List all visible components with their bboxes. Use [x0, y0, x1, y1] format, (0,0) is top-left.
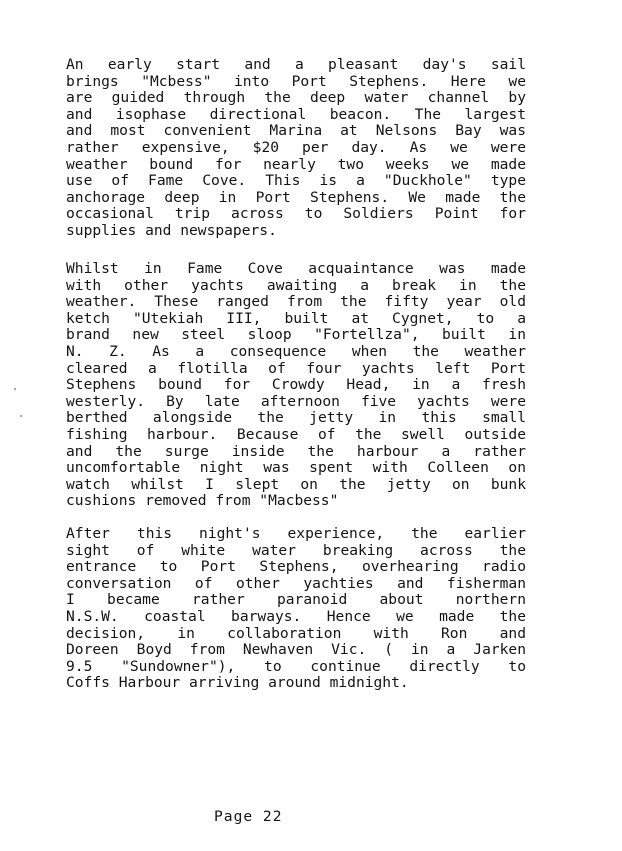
- text-line: anchorage deep in Port Stephens. We made the: [66, 188, 526, 206]
- text-line: rather expensive, $20 per day. As we were: [66, 138, 526, 156]
- text-line: brand new steel sloop "Fortellza", built in: [66, 326, 526, 344]
- text-line: Stephens bound for Crowdy Head, in a fresh: [66, 376, 526, 394]
- text-line: N.S.W. coastal barways. Hence we made the: [66, 607, 526, 625]
- text-line: watch whilst I slept on the jetty on bunk: [66, 475, 526, 493]
- text-line: conversation of other yachties and fisherman: [66, 574, 526, 592]
- text-line: cushions removed from "Macbess": [66, 492, 339, 510]
- text-line: Doreen Boyd from Newhaven Vic. ( in a Jarken: [66, 641, 526, 659]
- scan-speck: [20, 415, 22, 417]
- text-line: with other yachts awaiting a break in the: [66, 276, 526, 294]
- text-line: N. Z. As a consequence when the weather: [66, 342, 526, 360]
- text-line: are guided through the deep water channel by: [66, 89, 526, 107]
- text-line: berthed alongside the jetty in this small: [66, 409, 526, 427]
- text-line: and the surge inside the harbour a rather: [66, 442, 526, 460]
- text-line: occasional trip across to Soldiers Point for: [66, 205, 526, 223]
- paragraph-port-stephens-arrival: [66, 57, 526, 240]
- text-line: After this night's experience, the earlier: [66, 525, 526, 542]
- text-line: uncomfortable night was spent with Colleen on: [66, 459, 526, 477]
- text-line: westerly. By late afternoon five yachts were: [66, 392, 526, 410]
- text-line: and most convenient Marina at Nelsons Bay was: [66, 122, 526, 140]
- text-line: sight of white water breaking across the: [66, 541, 526, 559]
- text-line: decision, in collaboration with Ron and: [66, 624, 526, 642]
- text-line: Coffs Harbour arriving around midnight.: [66, 674, 409, 692]
- text-line: cleared a flotilla of four yachts left Port: [66, 359, 526, 377]
- paragraph-coffs-harbour-decision: [66, 526, 526, 692]
- text-line: fishing harbour. Because of the swell outside: [66, 425, 526, 443]
- scan-speck: [14, 388, 16, 390]
- page-number: Page 22: [214, 808, 283, 825]
- text-line: ketch "Utekiah III, built at Cygnet, to a: [66, 309, 526, 327]
- text-line: brings "Mcbess" into Port Stephens. Here we: [66, 72, 526, 90]
- text-line: and isophase directional beacon. The largest: [66, 105, 526, 123]
- text-line: use of Fame Cove. This is a "Duckhole" type: [66, 172, 526, 190]
- text-line: I became rather paranoid about northern: [66, 591, 526, 609]
- text-line: entrance to Port Stephens, overhearing radio: [66, 558, 526, 576]
- paragraph-fame-cove: [66, 261, 526, 510]
- text-line: An early start and a pleasant day's sail: [66, 56, 526, 73]
- text-line: Whilst in Fame Cove acquaintance was made: [66, 260, 526, 277]
- text-line: 9.5 "Sundowner"), to continue directly to: [66, 657, 526, 675]
- text-line: weather bound for nearly two weeks we made: [66, 155, 526, 173]
- text-line: weather. These ranged from the fifty year old: [66, 293, 526, 311]
- text-line: supplies and newspapers.: [66, 221, 277, 239]
